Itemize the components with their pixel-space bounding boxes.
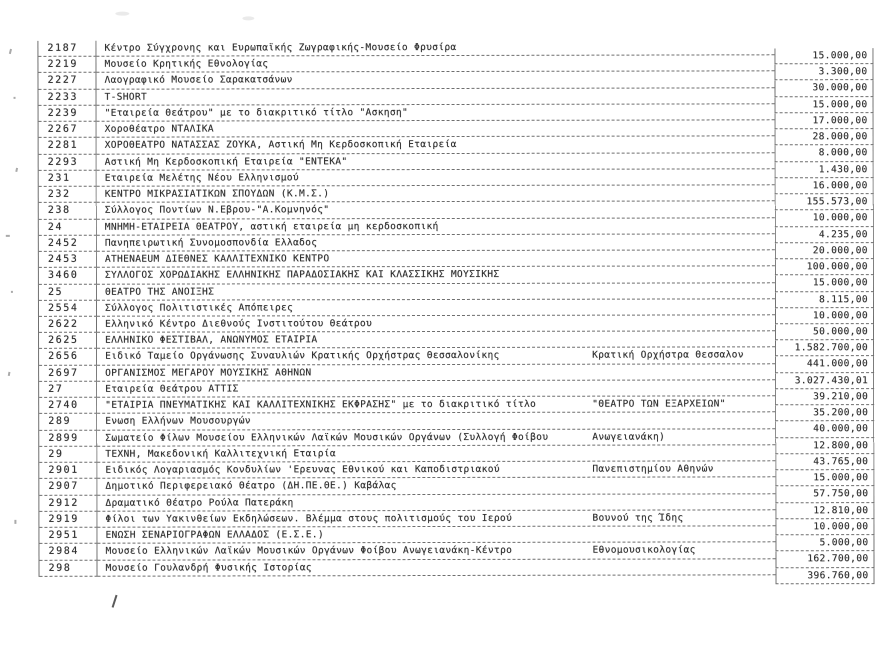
row-amount: 35.200,00 — [775, 405, 874, 421]
row-name-text: Μουσείο Ελληνικών Λαϊκών Μουσικών Οργάνων Φοίβου Ανωγειανάκη-Κέντρο — [105, 545, 513, 557]
row-name-text: Μουσείο Γουλανδρή Φυσικής Ιστορίας — [105, 561, 312, 574]
row-id: 2227 — [38, 73, 96, 89]
row-name-text: ΧΟΡΟΘΕΑΤΡΟ ΝΑΤΑΣΣΑΣ ΖΟΥΚΑ, Αστική Μη Κερδοσκοπική Εταιρεία — [104, 139, 457, 152]
row-id: 2187 — [38, 41, 96, 57]
row-name-text: Ειδικό Ταμείο Οργάνωσης Συναυλιών Κρατικής Ορχήστρας Θεσσαλονίκης — [105, 350, 500, 363]
row-amount: 12.800,00 — [775, 438, 874, 454]
row-name-text: ATHENAEUM ΔΙΕΘΝΕΣ ΚΑΛΛΙΤΕΧΝΙΚΟ ΚΕΝΤΡΟ — [104, 253, 330, 265]
row-name-text: Εταιρεία Μελέτης Νέου Ελληνισμού — [104, 172, 299, 184]
row-name — [97, 332, 775, 350]
row-amount: 441.000,00 — [775, 357, 874, 373]
row-name — [97, 137, 775, 155]
scan-artifact — [11, 291, 13, 293]
row-amount: 8.000,00 — [775, 145, 874, 161]
table-row — [39, 543, 775, 561]
table-row — [39, 88, 775, 106]
row-name-extra: Κρατική Ορχήστρα Θεσσαλον — [592, 349, 744, 362]
scan-artifact — [242, 16, 254, 20]
row-amount: 396.760,00 — [776, 568, 875, 584]
row-name-extra: Εθνομουσικολογίας — [592, 544, 696, 556]
row-name-text: ΚΕΝΤΡΟ ΜΙΚΡΑΣΙΑΤΙΚΩΝ ΣΠΟΥΔΩΝ (Κ.Μ.Σ.) — [104, 188, 330, 200]
table-row — [39, 478, 775, 496]
row-id: 2912 — [39, 495, 97, 511]
row-name — [97, 543, 775, 561]
scan-artifact — [6, 235, 10, 237]
row-id: 2267 — [39, 122, 97, 138]
row-name — [97, 315, 775, 333]
row-id: 2740 — [39, 398, 97, 414]
row-name — [97, 559, 775, 577]
table-row — [39, 526, 775, 544]
table-row — [39, 137, 775, 155]
table-row — [39, 120, 775, 138]
row-id: 2901 — [39, 463, 97, 479]
row-name-text: "ΕΤΑΙΡΙΑ ΠΝΕΥΜΑΤΙΚΗΣ ΚΑΙ ΚΑΛΛΙΤΕΧΝΙΚΗΣ ΕΚΦΡΑΣΗΣ" με το διακριτικό τίτλο — [105, 398, 537, 411]
row-amount: 15.000,00 — [774, 48, 873, 64]
row-name — [97, 120, 775, 138]
grants-table — [37, 39, 775, 576]
table-row — [39, 267, 775, 285]
row-name — [97, 429, 775, 447]
row-id: 3460 — [39, 268, 97, 284]
row-id: 2951 — [39, 528, 97, 544]
row-amount: 100.000,00 — [775, 259, 874, 275]
table-row — [38, 56, 774, 74]
row-name — [97, 510, 775, 528]
row-id: 27 — [39, 382, 97, 398]
row-amount: 4.235,00 — [775, 227, 874, 243]
table-row — [39, 104, 775, 122]
row-name — [97, 153, 775, 171]
row-amount: 10.000,00 — [775, 519, 874, 535]
row-name-text: Εταιρεία Θεάτρου ΑΤΤΙΣ — [105, 383, 239, 395]
row-name — [96, 39, 774, 57]
row-id: 24 — [39, 219, 97, 235]
table-row — [39, 559, 775, 577]
row-amount: 43.765,00 — [775, 454, 874, 470]
row-name-extra: Βουνού της Ίδης — [592, 512, 684, 524]
row-name-text: Χοροθέατρο ΝΤΑΛΙΚΑ — [104, 123, 214, 135]
row-amount: 5.000,00 — [775, 535, 874, 551]
row-name-text: ΟΡΓΑΝΙΣΜΟΣ ΜΕΓΑΡΟΥ ΜΟΥΣΙΚΗΣ ΑΘΗΝΩΝ — [105, 366, 312, 379]
scan-artifact — [112, 595, 118, 608]
table-row — [39, 461, 775, 479]
row-id: 289 — [39, 414, 97, 430]
table-row — [39, 299, 775, 317]
row-name — [97, 250, 775, 268]
row-name — [97, 88, 775, 106]
row-amount: 50.000,00 — [775, 324, 874, 340]
row-name — [97, 283, 775, 301]
row-id: 2281 — [39, 138, 97, 154]
row-amount: 16.000,00 — [775, 178, 874, 194]
table-row — [39, 348, 775, 366]
row-name — [97, 202, 775, 220]
table-row — [39, 153, 775, 171]
row-name — [97, 461, 775, 479]
table-row — [39, 332, 775, 350]
row-amount: 10.000,00 — [775, 308, 874, 324]
table-row — [39, 510, 775, 528]
row-name — [97, 185, 775, 203]
table-row — [39, 315, 775, 333]
row-id: 2984 — [39, 544, 97, 560]
row-name-extra: "ΘΕΑΤΡΟ ΤΩΝ ΕΞΑΡΧΕΙΩΝ" — [592, 398, 726, 410]
table-row — [39, 364, 775, 382]
row-id: 298 — [39, 560, 97, 576]
table-row — [39, 396, 775, 414]
row-name-text: Ενωση Ελλήνων Μουσουργών — [105, 415, 251, 428]
row-amount: 12.810,00 — [775, 503, 874, 519]
row-name-text: ΤΕΧΝΗ, Μακεδονική Καλλιτεχνική Εταιρία — [105, 448, 336, 460]
table-row — [39, 185, 775, 203]
row-name — [97, 218, 775, 236]
row-amount: 40.000,00 — [775, 421, 874, 437]
table-row — [39, 283, 775, 301]
scan-artifact — [115, 12, 129, 16]
row-amount: 155.573,00 — [775, 194, 874, 210]
scan-artifact — [14, 97, 16, 99]
row-amount: 3.027.430,01 — [775, 373, 874, 389]
table-row — [39, 429, 775, 447]
row-name-text: Σύλλογος Πολιτιστικές Απόπειρες — [104, 302, 294, 314]
row-name — [97, 169, 775, 187]
row-id: 2293 — [39, 154, 97, 170]
row-name-extra: Πανεπιστημίου Αθηνών — [592, 463, 714, 475]
row-name-text: Αστική Μη Κερδοσκοπική Εταιρεία "ΕΝΤΕΚΑ" — [104, 155, 348, 168]
row-name — [97, 526, 775, 544]
table-row — [39, 380, 775, 398]
row-amount: 3.300,00 — [774, 64, 873, 80]
table-row — [39, 169, 775, 187]
row-name-text: Ελληνικό Κέντρο Διεθνούς Ινστιτούτου Θεάτρου — [104, 318, 373, 330]
row-amount: 8.115,00 — [775, 292, 874, 308]
row-name-text: ΕΛΛΗΝΙΚΟ ΦΕΣΤΙΒΑΛ, ΑΝΩΝΥΜΟΣ ΕΤΑΙΡΙΑ — [105, 334, 318, 346]
row-id: 25 — [39, 284, 97, 300]
row-id: 2219 — [38, 57, 96, 73]
row-id: 2554 — [39, 300, 97, 316]
row-name — [97, 478, 775, 496]
row-amount: 162.700,00 — [775, 551, 874, 567]
row-amount: 39.210,00 — [775, 389, 874, 405]
row-amount: 10.000,00 — [775, 210, 874, 226]
row-name-text: Πανηπειρωτική Συνομοσπονδία Ελλαδος — [104, 237, 318, 249]
table-row — [39, 234, 775, 252]
row-name — [97, 364, 775, 382]
row-name-text: ΕΝΩΣΗ ΣΕΝΑΡΙΟΓΡΑΦΩΝ ΕΛΛΑΔΟΣ (Ε.Σ.Ε.) — [105, 529, 324, 541]
row-amount: 17.000,00 — [775, 113, 874, 129]
row-name-text: Φίλοι των Υακινθείων Εκδηλώσεων. Βλέμμα στους πολιτισμούς του Ιερού — [105, 512, 513, 525]
row-name-text: ΘΕΑΤΡΟ ΤΗΣ ΑΝΟΙΞΗΣ — [104, 285, 215, 298]
row-name-text: Κέντρο Σύγχρονης και Ευρωπαϊκής Ζωγραφικής-Μουσείο Φρυσίρα — [104, 41, 457, 54]
row-amount: 15.000,00 — [775, 97, 874, 113]
table-row — [39, 202, 775, 220]
row-name-extra: Ανωγειανάκη) — [592, 431, 666, 443]
row-id: 2452 — [39, 236, 97, 252]
row-id: 2625 — [39, 333, 97, 349]
row-id: 2697 — [39, 365, 97, 381]
row-name — [97, 299, 775, 317]
row-name-text: Ειδικός Λογαριασμός Κονδυλίων 'Ερευνας Εθνικού και Καποδιστριακού — [105, 463, 500, 476]
row-id: 232 — [39, 187, 97, 203]
table-row — [39, 494, 775, 512]
row-amount: 30.000,00 — [774, 81, 873, 97]
row-amount: 15.000,00 — [775, 470, 874, 486]
row-id: 2656 — [39, 349, 97, 365]
row-name-text: Σύλλογος Ποντίων Ν.Εβρου-"Α.Κομνηνός" — [104, 204, 330, 217]
row-name-text: Σωματείο Φίλων Μουσείου Ελληνικών Λαϊκών Μουσικών Οργάνων (Συλλογή Φοίβου — [105, 431, 549, 444]
row-id: 2899 — [39, 430, 97, 446]
row-amount: 20.000,00 — [775, 243, 874, 259]
row-name-text: ΣΥΛΛΟΓΟΣ ΧΟΡΩΔΙΑΚΗΣ ΕΛΛΗΝΙΚΗΣ ΠΑΡΑΔΟΣΙΑΚΗΣ ΚΑΙ ΚΛΑΣΣΙΚΗΣ ΜΟΥΣΙΚΗΣ — [104, 269, 500, 281]
table-row — [38, 72, 774, 90]
row-name-text: T-SHORT — [104, 91, 148, 103]
row-id: 2239 — [39, 106, 97, 122]
row-amount: 28.000,00 — [775, 129, 874, 145]
row-name — [97, 413, 775, 431]
row-name — [97, 494, 775, 512]
row-name — [96, 72, 774, 90]
row-id: 2233 — [39, 89, 97, 105]
row-name — [97, 104, 775, 122]
table-row — [39, 445, 775, 463]
row-name-text: Δραματικό Θέατρο Ρούλα Πατεράκη — [105, 496, 294, 509]
row-id: 238 — [39, 203, 97, 219]
row-name-text: Λαογραφικό Μουσείο Σαρακατσάνων — [104, 74, 293, 87]
row-name — [96, 56, 774, 74]
row-id: 29 — [39, 447, 97, 463]
table-row — [38, 39, 774, 57]
row-name-text: Μουσείο Κρητικής Εθνολογίας — [104, 58, 269, 70]
row-amount: 1.582.700,00 — [775, 340, 874, 356]
scan-artifact — [9, 49, 12, 54]
row-name — [97, 267, 775, 285]
scan-artifact — [15, 168, 18, 172]
row-id: 2622 — [39, 317, 97, 333]
row-name-text: "Εταιρεία Θεάτρου" με το διακριτικό τίτλο "Ασκηση" — [104, 107, 409, 119]
row-name — [97, 445, 775, 463]
table-row — [39, 413, 775, 431]
row-name-text: Δημοτικό Περιφερειακό Θέατρο (ΔΗ.ΠΕ.ΘΕ.) Καβάλας — [105, 480, 397, 493]
row-amount: 1.430,00 — [775, 162, 874, 178]
row-amount: 15.000,00 — [775, 275, 874, 291]
row-name — [97, 396, 775, 414]
table-row — [39, 250, 775, 268]
scan-artifact — [14, 520, 16, 524]
scan-artifact — [8, 372, 11, 376]
row-name — [97, 348, 775, 366]
row-name — [97, 234, 775, 252]
row-id: 2453 — [39, 252, 97, 268]
row-id: 2907 — [39, 479, 97, 495]
table-row — [39, 218, 775, 236]
row-name-text: ΜΝΗΜΗ-ΕΤΑΙΡΕΙΑ ΘΕΑΤΡΟΥ, αστική εταιρεία μη κερδοσκοπική — [104, 220, 439, 233]
row-id: 2919 — [39, 512, 97, 528]
row-id: 231 — [39, 171, 97, 187]
row-amount: 57.750,00 — [775, 486, 874, 502]
amount-column — [774, 48, 874, 584]
row-name — [97, 380, 775, 398]
